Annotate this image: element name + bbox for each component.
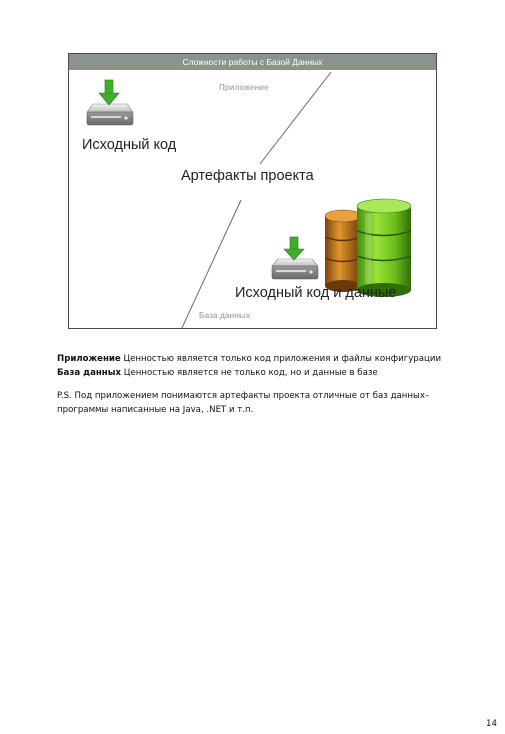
- slide-notes: [57, 353, 457, 417]
- note-application-text: Ценностью является только код приложения и файлы конфигурации: [120, 354, 442, 364]
- hard-drive-icon-top: [87, 104, 133, 125]
- hard-drive-icon-bottom: [272, 259, 318, 279]
- label-project-artifacts: Артефакты проекта: [181, 168, 314, 184]
- database-orange-icon: [325, 210, 361, 292]
- download-arrow-icon-top: [99, 80, 119, 105]
- note-ps: P.S. Под приложением понимаются артефакты проекта отличные от баз данных– программы написанные на Java, .NET и т.п.: [57, 391, 430, 415]
- label-application: Приложение: [219, 83, 269, 92]
- slide: [68, 53, 437, 329]
- database-green-icon: [357, 199, 411, 297]
- note-database-term: База данных: [57, 367, 122, 378]
- download-arrow-icon-bottom: [284, 237, 304, 260]
- note-application-term: Приложение: [57, 354, 121, 364]
- note-database: [57, 367, 457, 381]
- label-database: База данных: [199, 311, 251, 320]
- label-source-code-and-data: Исходный код и данные: [235, 285, 397, 301]
- note-database-text: Ценностью является не только код, но и данные в базе: [121, 367, 378, 378]
- divider-line-top: [260, 72, 331, 164]
- divider-line-bottom: [181, 200, 241, 329]
- note-application: [57, 353, 457, 367]
- slide-title: Сложности работы с Базой Данных: [69, 54, 436, 70]
- label-source-code: Исходный код: [82, 137, 177, 153]
- page-number: 14: [486, 719, 497, 729]
